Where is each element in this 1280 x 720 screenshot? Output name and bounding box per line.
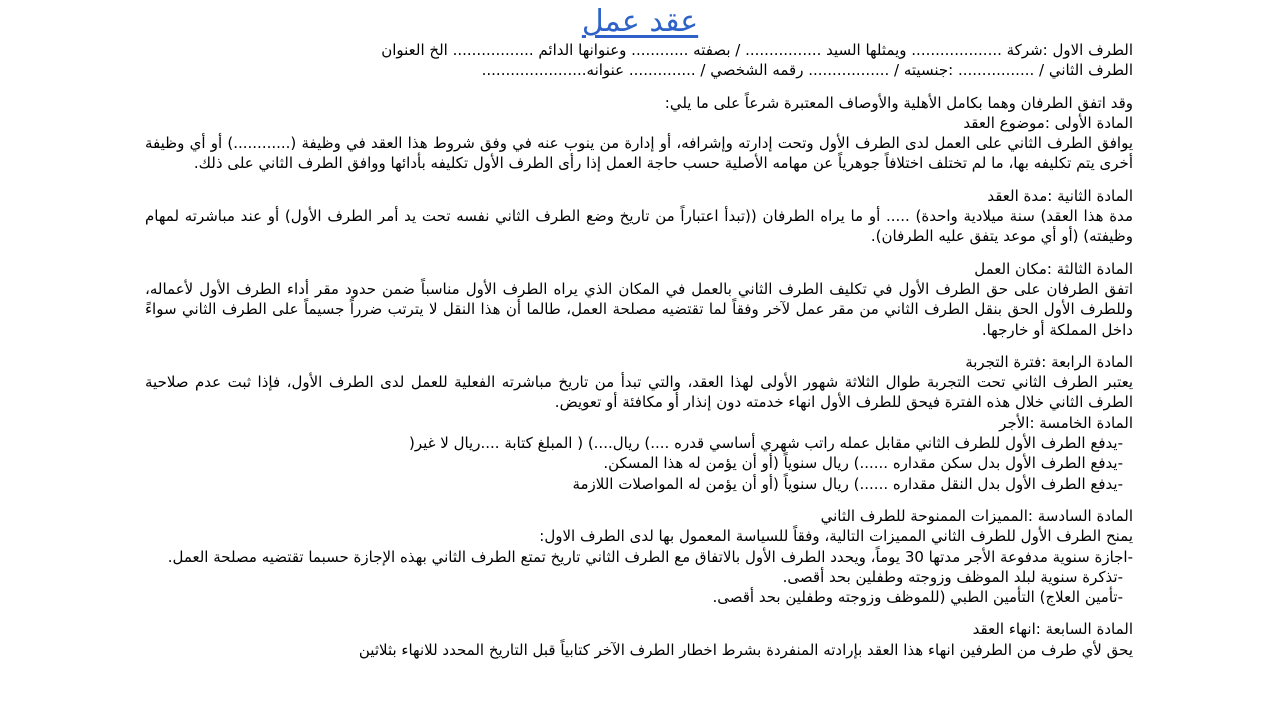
article-5-bullet: -يدفع الطرف الأول بدل النقل مقداره ......) ريال سنوياً (أو أن يؤمن له المواصلات اللازمة (572, 474, 1123, 493)
article-1-heading: المادة الأولى :موضوع العقد (963, 113, 1133, 132)
article-6-bullet: -تأمين العلاج) التأمين الطبي (للموظف وزوجته وطفلين بحد أقصى. (712, 588, 1123, 607)
article-3-heading: المادة الثالثة :مكان العمل (974, 259, 1133, 278)
article-1-text: يوافق الطرف الثاني على العمل لدى الطرف الأول وتحت إدارته وإشرافه، أو إدارة من ينوب عنه في وفق شروط هذا العقد في وظيفة (............) أو أي وظيفة أخرى يتم تكليفه بها، ما لم تختلف اختلافاً جوهرياً عن مهامه الأصلية حسب حاجة العمل إذا رأى الطرف الأول تكليفه بأدائها ووافق الطرف الثاني على ذلك. (145, 134, 1133, 173)
second-party-line: الطرف الثاني / ................ :جنسيته / ................. رقمه الشخصي / .............. عنوانه...................... (481, 61, 1133, 80)
preamble: وقد اتفق الطرفان وهما بكامل الأهلية والأوصاف المعتبرة شرعاً على ما يلي: (664, 93, 1133, 112)
article-7-text: يحق لأي طرف من الطرفين انهاء هذا العقد بإرادته المنفردة بشرط اخطار الطرف الآخر كتابياً قبل التاريخ المحدد للانهاء بثلاثين (358, 640, 1133, 659)
article-6-bullet: -تذكرة سنوية لبلد الموظف وزوجته وطفلين بحد أقصى. (782, 567, 1123, 586)
article-6-bullet: -اجازة سنوية مدفوعة الأجر مدتها 30 يوماً، ويحدد الطرف الأول بالاتفاق مع الطرف الثاني تاريخ تمتع الطرف الثاني بهذه الإجازة حسبما تقتضيه مصلحة العمل. (167, 547, 1133, 566)
first-party-line: الطرف الاول :شركة ................... ويمثلها السيد ................ / بصفته ............ وعنوانها الدائم ................. الخ العنوان (381, 41, 1133, 59)
article-2-heading: المادة الثانية :مدة العقد (987, 186, 1133, 205)
article-6-heading: المادة السادسة :المميزات الممنوحة للطرف الثاني (820, 506, 1133, 525)
article-4-heading: المادة الرابعة :فترة التجربة (965, 352, 1133, 371)
article-5-bullet: -يدفع الطرف الأول بدل سكن مقداره ......) ريال سنوياً (أو أن يؤمن له هذا المسكن. (603, 454, 1123, 473)
article-2-text: مدة هذا العقد) سنة ميلادية واحدة) ..... أو ما يراه الطرفان ((تبدأ اعتباراً من تاريخ وضع الطرف الثاني نفسه تحت يد أمر الطرف الأول) أو عند مباشرته لمهام وظيفته) (أو أي موعد يتفق عليه الطرفان). (145, 207, 1133, 246)
document-title: عقد عمل (581, 4, 699, 39)
article-7-heading: المادة السابعة :انهاء العقد (972, 620, 1133, 639)
article-3-text: اتفق الطرفان على حق الطرف الأول في تكليف الطرف الثاني بالعمل في المكان الذي يراه الطرف الأول مناسباً ضمن حدود مقر أداء الطرف الأول لأعماله، وللطرف الأول الحق بنقل الطرف الثاني من مقر عمل لآخر وفقاً لما تقتضيه مصلحة العمل، طالما أن هذا النقل لا يترتب ضرراً جسيماً على الطرف الثاني سواءً داخل المملكة أو خارجها. (145, 279, 1133, 339)
article-5-bullet: -يدفع الطرف الأول للطرف الثاني مقابل عمله راتب شهري أساسي قدره ....) ريال....) ( المبلغ كتابة ....ريال لا غير( (409, 434, 1123, 453)
document-body (145, 40, 1133, 660)
article-6-text: يمنح الطرف الأول للطرف الثاني المميزات التالية، وفقاً للسياسة المعمول بها لدى الطرف الاول: (539, 527, 1133, 546)
article-5-heading: المادة الخامسة :الأجر (999, 413, 1133, 432)
article-4-text: يعتبر الطرف الثاني تحت التجربة طوال الثلاثة شهور الأولى لهذا العقد، والتي تبدأ من تاريخ مباشرته الفعلية للعمل لدى الطرف الأول، فإذا ثبت عدم صلاحية الطرف الثاني خلال هذه الفترة فيحق للطرف الأول انهاء خدمته دون إنذار أو مكافئة أو تعويض. (145, 373, 1133, 412)
